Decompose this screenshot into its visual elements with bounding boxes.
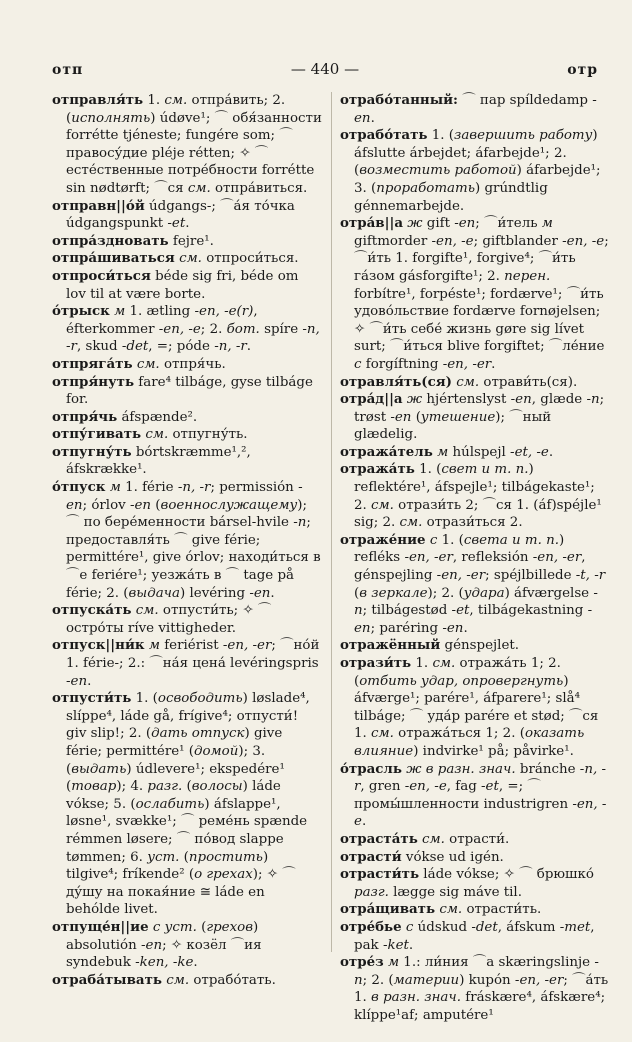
dictionary-entry: о́трыск м 1. ætling -en, -e(r), éfterkommer -en, -e; 2. бот. spíre -n, -r, skud -det, =; póde -n, -r. <box>52 303 320 355</box>
dictionary-entry: отражённый génspejlet. <box>340 637 520 654</box>
dictionary-entry: отра́д||а ж hjértenslyst -en, glæde -n; trøst -en (утешение); ⌒ный glædelig. <box>340 391 605 443</box>
dictionary-entry: отпра́шиваться см. отпроси́ться. <box>52 250 299 267</box>
dictionary-entry: отража́ть 1. (свет и т. п.) reflektére¹, áfspejle¹; tilbágekaste¹; 2. см. отрази́ть 2; ⌒ся 1. (áf)spéjle¹ sig; 2. см. отрази́ться 2. <box>340 461 602 531</box>
dictionary-entry: отпря́чь áfspænde². <box>52 408 198 425</box>
dictionary-entry: отпра́здновать fejre¹. <box>52 232 214 249</box>
dictionary-entry: отправн||о́й údgangs-; ⌒а́я то́чка údgangspunkt -et. <box>52 197 295 232</box>
dictionary-entry: отравля́ть(ся) см. отрави́ть(ся). <box>340 373 578 390</box>
dictionary-entry: отпря́нуть fare⁴ tilbáge, gyse tilbáge for. <box>52 373 313 408</box>
dictionary-entry: отра́щивать см. отрасти́ть. <box>340 901 542 918</box>
dictionary-entry: отрази́ть 1. см. отража́ть 1; 2. (отбить удар, опровергнуть) áfværge¹; parére¹, áfparere¹; slå⁴ tilbáge; ⌒ уда́р parére et stød; ⌒ся 1. см. отража́ться 1; 2. (оказать влияние) indvirke¹ på; påvirke¹. <box>340 655 599 759</box>
right-column <box>340 92 610 1024</box>
dictionary-entry: отра́в||а ж gift -en; ⌒и́тель м giftmorder -en, -e; giftblander -en, -e; ⌒и́ть 1. forgifte¹, forgive⁴; ⌒и́ть га́зом gásforgifte¹; 2. перен. forbítre¹, forpéste¹; fordærve¹; ⌒и́ть удово́льствие fordærve fornøjelsen; ✧ ⌒и́ть себе́ жизнь gøre sig lívet surt; ⌒и́ться blive forgiftet; ⌒ле́ние с forgíftning -en, -er. <box>340 215 609 372</box>
dictionary-entry: отраже́ние с 1. (света и т. п.) refléks -en, -er, refleksión -en, -er, génspejling -en, -er; spéjlbillede -t, -r (в зеркале); 2. (удара) áfværgelse -n; tilbágestød -et, tilbágekastning -en; paréring -en. <box>340 531 606 636</box>
dictionary-entry: о́трасль ж в разн. знач. bránche -n, -r, gren -en, -e, fag -et, =; ⌒ промы́шленности industrigren -en, -e. <box>340 760 607 830</box>
page-header <box>52 58 598 80</box>
dictionary-entry: отпугну́ть bórtskræmme¹,², áfskrække¹. <box>52 443 251 478</box>
dictionary-entry: отпроси́ться béde sig fri, béde om lov til at være borte. <box>52 267 299 302</box>
dictionary-entry: отпряга́ть см. отпря́чь. <box>52 355 226 372</box>
dictionary-entry: отпуще́н||ие с уст. (грехов) absolutión -en; ✧ козёл ⌒ия syndebuk -ken, -ke. <box>52 918 262 971</box>
header-right-guideword: отр <box>567 62 598 78</box>
dictionary-entry: отре́з м 1.: ли́ния ⌒а skæringslinje -n; 2. (материи) kupón -en, -er; ⌒а́ть 1. в разн. знач. fráskære⁴, áfskære⁴; klíppe¹af; amputére¹ <box>340 954 609 1023</box>
dictionary-entry: отража́тель м húlspejl -et, -e. <box>340 443 554 460</box>
dictionary-entry: отраста́ть см. отрасти́. <box>340 830 510 847</box>
dictionary-entry: отрасти́ть láde vókse; ✧ ⌒ брюшко́ разг. lægge sig máve til. <box>340 866 594 900</box>
dictionary-entry: отрабо́танный: ⌒ пар spíldedamp -en. <box>340 92 597 126</box>
dictionary-entry: отраба́тывать см. отрабо́тать. <box>52 971 276 988</box>
dictionary-entry: отрабо́тать 1. (завершить работу) áfslutte árbejdet; áfarbejde¹; 2. (возместить работой) áfarbejde¹; 3. (проработать) grúndtlig génnemarbejde. <box>340 127 601 214</box>
column-divider <box>331 92 332 952</box>
page-number: — 440 — <box>290 60 360 78</box>
dictionary-entry: отрасти́ vókse ud igén. <box>340 848 504 865</box>
header-left-guideword: отп <box>52 62 84 78</box>
dictionary-entry: отпуск||ни́к м feriérist -en, -er; ⌒но́й 1. férie-; 2.: ⌒на́я цена́ levéringspris -en. <box>52 637 320 689</box>
dictionary-entry: о́тпуск м 1. férie -n, -r; permissión -en; órlov -en (военнослужащему); ⌒ по бере́менности bársel-hvile -n; предоставля́ть ⌒ give férie; permittére¹, give órlov; находи́ться в ⌒е feriére¹; уезжа́ть в ⌒ tage på férie; 2. (выдача) levéring -en. <box>52 479 321 601</box>
dictionary-entry: отпу́гивать см. отпугну́ть. <box>52 426 248 443</box>
dictionary-entry: отпусти́ть 1. (освободить) løslade⁴, slíppe⁴, láde gå, frígive⁴; отпусти́! giv slip!; 2. (дать отпуск) give férie; permittére¹ (домой); 3. (выдать) údlevere¹; ekspedére¹ (товар); 4. разг. (волосы) láde vókse; 5. (ослабить) áfslappe¹, løsne¹, svække¹; ⌒ реме́нь spænde rémmen løsere; ⌒ по́вод slappe tømmen; 6. уст. (простить) tilgive⁴; fríkende² (о грехах); ✧ ⌒ ду́шу на покая́ние ≅ láde en behólde livet. <box>52 690 310 918</box>
left-column <box>52 92 322 989</box>
dictionary-entry: отре́бье с údskud -det, áfskum -met, pak -ket. <box>340 918 595 953</box>
dictionary-entry: отправля́ть 1. см. отпра́вить; 2. (исполнять) údøve¹; ⌒ обя́занности forrétte tjéneste; fungére som; ⌒ правосу́дие pléje rétten; ✧ ⌒ есте́ственные потре́бности forrétte sin nødtørft; ⌒ся см. отпра́виться. <box>52 92 322 196</box>
dictionary-entry: отпуска́ть см. отпусти́ть; ✧ ⌒ остро́ты ríve vittigheder. <box>52 602 272 636</box>
